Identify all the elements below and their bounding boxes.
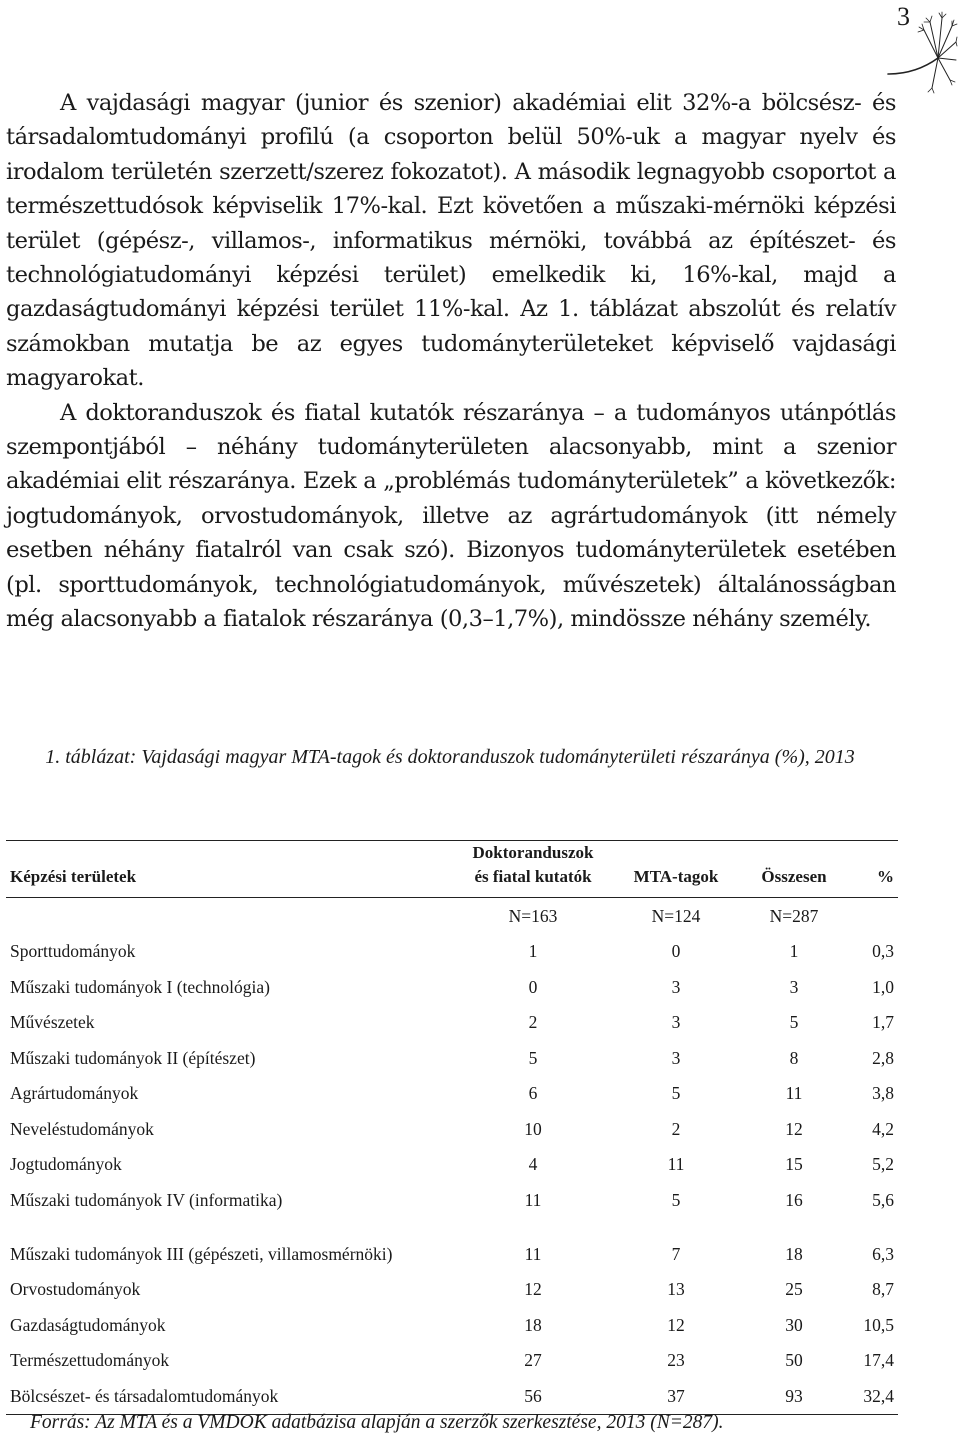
table-row (6, 1005, 898, 1041)
cell-total: 50 (785, 1350, 803, 1371)
cell-pct: 10,5 (863, 1314, 894, 1335)
cell-pct: 5,2 (872, 1154, 894, 1175)
cell-doctoral: 1 (528, 941, 538, 962)
cell-doctoral: 5 (528, 1047, 538, 1068)
cell-doctoral: 4 (528, 1154, 538, 1175)
cell-doctoral: 10 (524, 1118, 542, 1139)
cell-mta: 7 (671, 1243, 681, 1264)
cell-total: 3 (789, 976, 799, 997)
cell-mta: 0 (671, 941, 681, 962)
cell-field: Műszaki tudományok IV (informatika) (10, 1189, 283, 1210)
cell-pct: 3,8 (872, 1083, 894, 1104)
paragraph-1: A vajdasági magyar (junior és szenior) akadémiai elit 32%-a bölcsész- és társadalomtudományi profilú (a csoporton belül 50%-uk a magyar nyelv és irodalom területén szerzett/szerez fokozatot). A második legnagyobb csoportot a természettudósok képviselik 17%-kal. Ezt követően a műszaki-mérnöki képzési terület (gépész-, villamos-, informatikus mérnöki, továbbá az építészet- és technológiatudományi képzési terület) emelkedik ki, 16%-kal, majd a gazdaságtudományi képzési terület 11%-kal. Az 1. táblázat abszolút és relatív számokban mutatja be az egyes tudományterületeket képviselő vajdasági magyarokat. (6, 90, 896, 392)
cell-total: 11 (785, 1083, 803, 1104)
cell-pct: 17,4 (863, 1350, 894, 1371)
cell-field: Művészetek (10, 1012, 95, 1033)
cell-total: 16 (785, 1189, 803, 1210)
cell-field: Műszaki tudományok III (gépészeti, villamosmérnöki) (10, 1243, 393, 1264)
table-row (6, 1218, 898, 1272)
cell-mta: 37 (612, 1379, 740, 1415)
cell-field: Neveléstudományok (10, 1118, 154, 1139)
cell-field: Műszaki tudományok II (építészet) (10, 1047, 256, 1068)
table-row (6, 1308, 898, 1344)
cell-doctoral: 18 (524, 1314, 542, 1335)
header-total: Összesen (740, 841, 848, 898)
header-mta: MTA-tagok (612, 841, 740, 898)
count-total: N=287 (769, 905, 819, 926)
cell-field: Műszaki tudományok I (technológia) (10, 976, 271, 997)
cell-mta: 3 (671, 1012, 681, 1033)
cell-doctoral: 0 (528, 976, 538, 997)
cell-mta: 3 (671, 976, 681, 997)
paragraph-2: A doktoranduszok és fiatal kutatók részaránya – a tudományos utánpótlás szempontjából – néhány tudományterületen alacsonyabb, mint a szenior akadémiai elit részaránya. Ezek a „problémás tudományterületek” a következők: jogtudományok, orvostudományok, illetve az agrártudományok (itt némely esetben néhány fiatalról van csak szó). Bizonyos tudományterületek esetében (pl. sporttudományok, technológiatudományok, művészetek) általánosságban még alacsonyabb a fiatalok részaránya (0,3–1,7%), mindössze néhány személy. (6, 399, 896, 633)
table-row (6, 934, 898, 970)
cell-doctoral: 11 (524, 1243, 542, 1264)
cell-total: 5 (789, 1012, 799, 1033)
table-row (6, 970, 898, 1006)
cell-total: 12 (785, 1118, 803, 1139)
cell-pct: 0,3 (872, 941, 894, 962)
cell-field: Sporttudományok (10, 941, 136, 962)
cell-total: 1 (789, 941, 799, 962)
cell-mta: 13 (667, 1279, 685, 1300)
data-table (6, 840, 898, 1415)
table-row (6, 1076, 898, 1112)
count-mta: N=124 (651, 905, 701, 926)
table-source: Forrás: Az MTA és a VMDOK adatbázisa alapján a szerzők szerkesztése, 2013 (N=287). (30, 1412, 724, 1433)
cell-pct: 4,2 (872, 1118, 894, 1139)
cell-mta: 23 (667, 1350, 685, 1371)
table-header-row (6, 841, 898, 898)
cell-mta: 2 (671, 1118, 681, 1139)
cell-mta: 12 (667, 1314, 685, 1335)
page-number: 3 (897, 2, 910, 31)
table-row (6, 1147, 898, 1183)
cell-field: Gazdaságtudományok (10, 1314, 166, 1335)
cell-doctoral: 11 (524, 1189, 542, 1210)
counts-empty-pct (848, 898, 898, 935)
table-row (6, 1041, 898, 1077)
cell-mta: 5 (671, 1189, 681, 1210)
header-doctoral-line2: és fiatal kutatók (474, 867, 592, 886)
count-doctoral: N=163 (508, 905, 558, 926)
cell-doctoral: 56 (454, 1379, 612, 1415)
cell-mta: 5 (671, 1083, 681, 1104)
table-caption: 1. táblázat: Vajdasági magyar MTA-tagok és doktoranduszok tudományterületi részaránya (%), 2013 (45, 746, 855, 768)
table-row (6, 1183, 898, 1219)
cell-total: 25 (785, 1279, 803, 1300)
cell-pct: 1,7 (872, 1012, 894, 1033)
cell-mta: 3 (671, 1047, 681, 1068)
cell-field: Jogtudományok (10, 1154, 122, 1175)
cell-doctoral: 2 (528, 1012, 538, 1033)
cell-doctoral: 12 (524, 1279, 542, 1300)
cell-pct: 8,7 (872, 1279, 894, 1300)
cell-field: Orvostudományok (10, 1279, 141, 1300)
cell-pct: 1,0 (872, 976, 894, 997)
cell-field: Agrártudományok (10, 1083, 139, 1104)
table-row (6, 1112, 898, 1148)
cell-total: 30 (785, 1314, 803, 1335)
cell-pct: 5,6 (872, 1189, 894, 1210)
cell-field: Természettudományok (10, 1350, 170, 1371)
cell-doctoral: 6 (528, 1083, 538, 1104)
cell-total: 8 (789, 1047, 799, 1068)
body-text (6, 86, 896, 637)
cell-field: Bölcsészet- és társadalomtudományok (6, 1379, 454, 1415)
cell-total: 18 (785, 1243, 803, 1264)
header-pct: % (848, 841, 898, 898)
dandelion-seed-icon (886, 8, 958, 98)
header-doctoral-line1: Doktoranduszok (472, 843, 594, 862)
table-row (6, 1272, 898, 1308)
table-row (6, 1379, 898, 1415)
counts-row (6, 898, 898, 935)
counts-empty-cell (6, 898, 454, 935)
cell-pct: 2,8 (872, 1047, 894, 1068)
cell-mta: 11 (667, 1154, 685, 1175)
cell-total: 15 (785, 1154, 803, 1175)
cell-pct: 32,4 (848, 1379, 898, 1415)
cell-total: 93 (740, 1379, 848, 1415)
table-row (6, 1343, 898, 1379)
cell-pct: 6,3 (872, 1243, 894, 1264)
header-doctoral (454, 841, 612, 898)
header-field: Képzési területek (6, 841, 454, 898)
cell-doctoral: 27 (524, 1350, 542, 1371)
